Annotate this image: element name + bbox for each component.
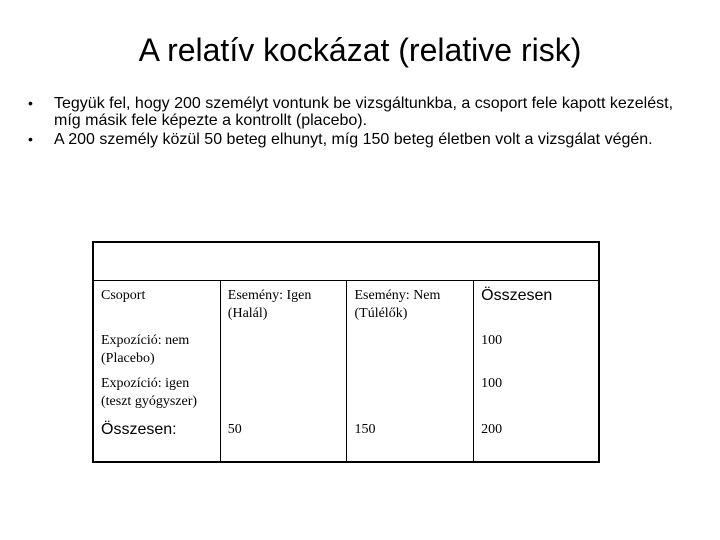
table-empty-cell bbox=[93, 242, 599, 281]
table-row bbox=[93, 372, 599, 415]
row-group-label: Expozíció: igen (teszt gyógyszer) bbox=[101, 376, 198, 409]
totals-label: Összesen: bbox=[101, 421, 177, 438]
bullet-list bbox=[28, 95, 688, 150]
header-event-yes: Esemény: Igen (Halál) bbox=[220, 281, 347, 330]
header-group: Csoport bbox=[101, 288, 146, 303]
table-empty-top-row bbox=[93, 242, 599, 281]
row-event-yes bbox=[220, 329, 347, 372]
row-event-yes bbox=[220, 372, 347, 415]
table-totals-row bbox=[93, 415, 599, 462]
table-row bbox=[93, 329, 599, 372]
row-total: 100 bbox=[474, 329, 599, 372]
bullet-dot-icon: • bbox=[28, 95, 33, 111]
slide-title: A relatív kockázat (relative risk) bbox=[138, 32, 582, 68]
table-header-row bbox=[93, 281, 599, 330]
row-event-no bbox=[347, 372, 474, 415]
totals-event-yes: 50 bbox=[220, 415, 347, 462]
bullet-item bbox=[28, 95, 688, 129]
contingency-table bbox=[92, 241, 600, 463]
row-total: 100 bbox=[474, 372, 599, 415]
totals-event-no: 150 bbox=[347, 415, 474, 462]
row-event-no bbox=[347, 329, 474, 372]
bullet-dot-icon: • bbox=[28, 131, 33, 147]
totals-total: 200 bbox=[474, 415, 599, 462]
header-total: Összesen bbox=[474, 281, 599, 330]
row-group-label: Expozíció: nem (Placebo) bbox=[101, 333, 190, 366]
bullet-text: Tegyük fel, hogy 200 személyt vontunk be vizsgáltunkba, a csoport fele kapott kezelést, míg másik fele képezte a kontrollt (placebo). bbox=[54, 95, 674, 129]
bullet-item bbox=[28, 131, 688, 148]
header-event-no: Esemény: Nem (Túlélők) bbox=[347, 281, 474, 330]
bullet-text: A 200 személy közül 50 beteg elhunyt, míg 150 beteg életben volt a vizsgálat végén. bbox=[54, 131, 653, 148]
